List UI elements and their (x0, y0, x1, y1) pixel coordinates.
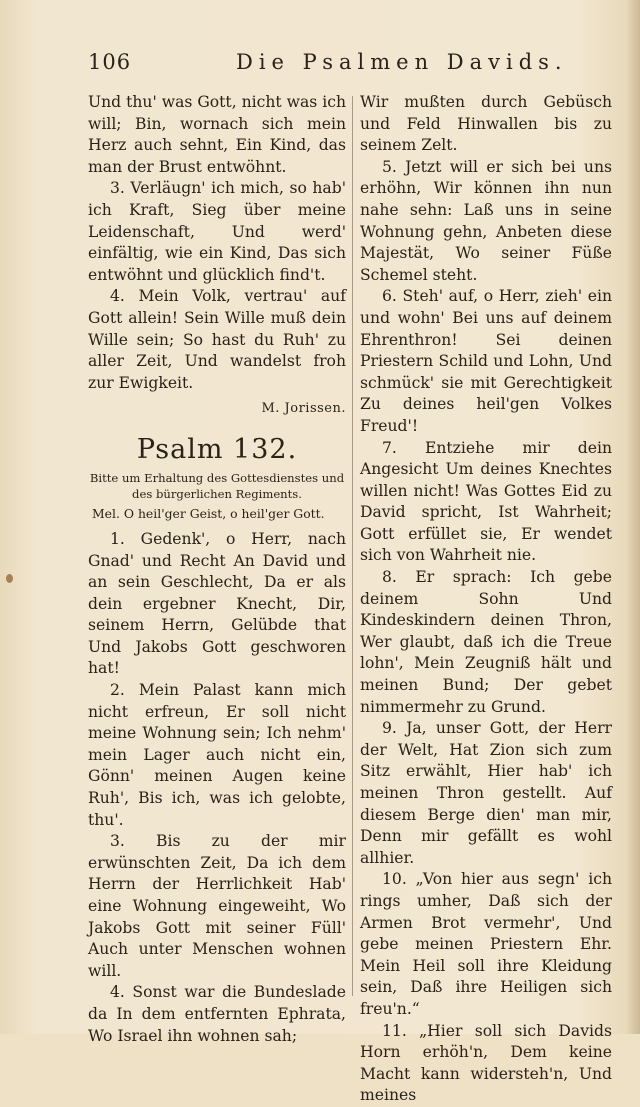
psalm-subtitle: Bitte um Erhaltung des Gottesdienstes und des bürgerlichen Regiments. (89, 470, 345, 501)
author-signature: M. Jorissen. (261, 401, 346, 417)
psalm-132-verse-4: 4. Sonst war die Bundeslade da In dem entfernten Ephrata, Wo Israel ihn wohnen sah; (88, 983, 346, 1045)
page-header (88, 50, 608, 84)
running-title: Die Psalmen Davids. (236, 50, 568, 74)
psalm-132-verse-11: 11. „Hier soll sich Davids Horn erhöh'n, Dem keine Macht kann widersteh'n, Und meines (360, 1021, 612, 1105)
psalm-132-verse-1: 1. Gedenk', o Herr, nach Gnad' und Recht An David und an sein Geschlecht, Da er als dein ergebner Knecht, Dir, seinem Herrn, Gelübde that Und Jakobs Gott geschworen hat! (88, 529, 346, 678)
psalm-132-verse-2: 2. Mein Palast kann mich nicht erfreun, Er soll nicht meine Wohnung sein; Ich nehm' mein Lager auch nicht ein, Gönn' meinen Augen keine Ruh', Bis ich, was ich gelobte, thu'. (88, 681, 346, 829)
verse-continuation: Und thu' was Gott, nicht was ich will; Bin, wornach sich mein Herz auch sehnt, Ein Kind, das man der Brust entwöhnt. (88, 93, 347, 176)
psalm-132-verse-8: 8. Er sprach: Ich gebe deinem Sohn Und Kindeskindern deinen Thron, Wer glaubt, daß ich die Treue lohn', Mein Zeugniß hält und meinen Bund; Der gebet nimmermehr zu Grund. (360, 568, 612, 716)
left-column (88, 92, 346, 1047)
page-edge-shadow (626, 0, 640, 1034)
verse-3: 3. Verläugn' ich mich, so hab' ich Kraft, Sieg über meine Leidenschaft, Und werd' einfältig, wie ein Kind, Das sich entwöhnt und glücklich find't. (88, 179, 346, 284)
page-number: 106 (88, 50, 132, 74)
verse-continuation-right: Wir mußten durch Gebüsch und Feld Hinwallen bis zu seinem Zelt. (360, 93, 612, 155)
psalm-132-verse-5: 5. Jetzt will er sich bei uns erhöhn, Wir können ihn nun nahe sehn: Laß uns in seine Wohnung gehn, Anbeten diese Majestät, Wo seiner Füße Schemel steht. (360, 157, 612, 284)
right-column (360, 92, 612, 1107)
paper-stain (6, 574, 13, 583)
psalm-title: Psalm 132. (136, 433, 298, 465)
psalm-132-verse-6: 6. Steh' auf, o Herr, zieh' ein und wohn' Bei uns auf deinem Ehrenthron! Sei deinen Priestern Schild und Lohn, Und schmück' sie mit Gerechtigkeit Zu deines heil'gen Volkes Freud'! (360, 287, 612, 435)
melody-line: Mel. O heil'ger Geist, o heil'ger Gott. (92, 505, 325, 521)
psalm-132-verse-3: 3. Bis zu der mir erwünschten Zeit, Da ich dem Herrn der Herrlichkeit Hab' eine Wohnung eingeweiht, Wo Jakobs Gott mit seiner Füll' Auch unter Menschen wohnen will. (88, 832, 346, 980)
psalm-132-verse-7: 7. Entziehe mir dein Angesicht Um deines Knechtes willen nicht! Was Gottes Eid zu David spricht, Ist Wahrheit; Gott erfüllet sie, Er wendet sich von Wahrheit nie. (360, 438, 612, 565)
verse-4: 4. Mein Volk, vertrau' auf Gott allein! Sein Wille muß dein Wille sein; So hast du Ruh' zu aller Zeit, Und wandelst froh zur Ewigkeit. (88, 287, 346, 392)
psalm-132-verse-9: 9. Ja, unser Gott, der Herr der Welt, Hat Zion sich zum Sitz erwählt, Hier hab' ich meinen Thron gestellt. Auf diesem Berge dien' man mir, Denn mir gefällt es wohl allhier. (360, 719, 612, 867)
column-divider (352, 96, 353, 996)
psalm-132-verse-10: 10. „Von hier aus segn' ich rings umher, Daß sich der Armen Brot vermehr', Und gebe meinen Priestern Ehr. Mein Heil soll ihre Kleidung sein, Daß ihre Heiligen sich freu'n.“ (360, 870, 612, 1018)
